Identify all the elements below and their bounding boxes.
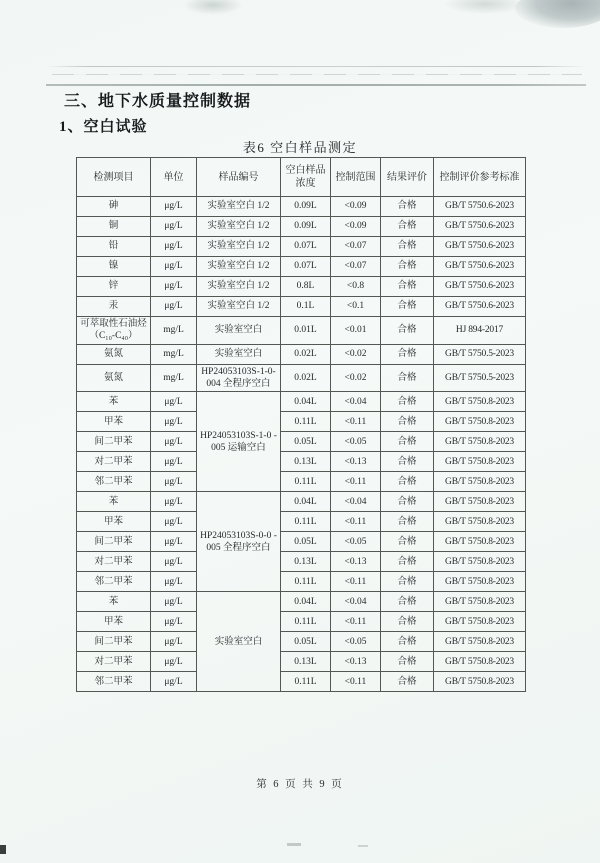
- result-evaluation-cell: 合格: [381, 197, 434, 217]
- table-row: [77, 217, 526, 237]
- reference-standard-cell: GB/T 5750.8-2023: [434, 432, 526, 452]
- result-evaluation-cell: 合格: [381, 217, 434, 237]
- reference-standard-cell: GB/T 5750.8-2023: [434, 612, 526, 632]
- item-cell: 对二甲苯: [77, 452, 151, 472]
- table-row: [77, 512, 526, 532]
- unit-cell: μg/L: [151, 592, 197, 612]
- unit-cell: mg/L: [151, 364, 197, 392]
- sample-id-cell: HP24053103S-1-0-004 全程序空白: [197, 364, 281, 392]
- result-evaluation-cell: 合格: [381, 632, 434, 652]
- blank-concentration-cell: 0.02L: [281, 344, 331, 364]
- result-evaluation-cell: 合格: [381, 317, 434, 345]
- blank-concentration-cell: 0.05L: [281, 532, 331, 552]
- reference-standard-cell: GB/T 5750.8-2023: [434, 632, 526, 652]
- result-evaluation-cell: 合格: [381, 612, 434, 632]
- scan-smudge-top-right: [515, 0, 600, 28]
- item-cell: 间二甲苯: [77, 632, 151, 652]
- scan-mark-bottom-left: [0, 845, 6, 854]
- control-range-cell: <0.07: [331, 237, 381, 257]
- blank-table-body: [77, 197, 526, 692]
- table-row: [77, 612, 526, 632]
- control-range-cell: <0.02: [331, 364, 381, 392]
- blank-concentration-cell: 0.11L: [281, 512, 331, 532]
- table-header-row: [77, 158, 526, 197]
- item-cell: 邻二甲苯: [77, 572, 151, 592]
- table-row: [77, 317, 526, 345]
- blank-concentration-cell: 0.04L: [281, 592, 331, 612]
- blank-concentration-cell: 0.13L: [281, 452, 331, 472]
- control-range-cell: <0.07: [331, 257, 381, 277]
- control-range-cell: <0.13: [331, 552, 381, 572]
- result-evaluation-cell: 合格: [381, 472, 434, 492]
- unit-cell: μg/L: [151, 392, 197, 412]
- blank-concentration-cell: 0.13L: [281, 552, 331, 572]
- scan-smudge-top-left: [183, 0, 243, 15]
- sample-id-cell: 实验室空白 1/2: [197, 237, 281, 257]
- unit-cell: mg/L: [151, 344, 197, 364]
- scan-line-artifact: [46, 84, 586, 86]
- table-row: [77, 297, 526, 317]
- result-evaluation-cell: 合格: [381, 572, 434, 592]
- result-evaluation-cell: 合格: [381, 412, 434, 432]
- control-range-cell: <0.13: [331, 652, 381, 672]
- reference-standard-cell: GB/T 5750.6-2023: [434, 277, 526, 297]
- table-title: 表6 空白样品测定: [242, 140, 358, 155]
- result-evaluation-cell: 合格: [381, 452, 434, 472]
- item-cell: 间二甲苯: [77, 432, 151, 452]
- control-range-cell: <0.09: [331, 197, 381, 217]
- item-cell: 锌: [77, 277, 151, 297]
- item-cell: 苯: [77, 492, 151, 512]
- blank-concentration-cell: 0.11L: [281, 412, 331, 432]
- page-number-footer: 第 6 页 共 9 页: [256, 779, 344, 790]
- item-cell: 苯: [77, 392, 151, 412]
- result-evaluation-cell: 合格: [381, 344, 434, 364]
- result-evaluation-cell: 合格: [381, 297, 434, 317]
- item-cell: 铅: [77, 237, 151, 257]
- item-cell: 氨氮: [77, 344, 151, 364]
- unit-cell: μg/L: [151, 452, 197, 472]
- blank-concentration-cell: 0.1L: [281, 297, 331, 317]
- item-cell: 甲苯: [77, 412, 151, 432]
- item-cell: 对二甲苯: [77, 552, 151, 572]
- unit-cell: μg/L: [151, 612, 197, 632]
- unit-cell: μg/L: [151, 432, 197, 452]
- reference-standard-cell: GB/T 5750.8-2023: [434, 452, 526, 472]
- item-cell: 铜: [77, 217, 151, 237]
- section-heading: 三、地下水质量控制数据: [64, 93, 252, 110]
- subsection-heading: 1、空白试验: [59, 119, 148, 135]
- sample-id-cell: 实验室空白 1/2: [197, 217, 281, 237]
- header-sample-id: 样品编号: [197, 158, 281, 197]
- sample-id-cell: HP24053103S-1-0 -005 运输空白: [197, 392, 281, 492]
- control-range-cell: <0.1: [331, 297, 381, 317]
- result-evaluation-cell: 合格: [381, 672, 434, 692]
- reference-standard-cell: GB/T 5750.8-2023: [434, 532, 526, 552]
- reference-standard-cell: GB/T 5750.6-2023: [434, 297, 526, 317]
- result-evaluation-cell: 合格: [381, 237, 434, 257]
- scan-smudge-top-center: [445, 0, 525, 14]
- result-evaluation-cell: 合格: [381, 592, 434, 612]
- item-cell: 对二甲苯: [77, 652, 151, 672]
- unit-cell: μg/L: [151, 237, 197, 257]
- reference-standard-cell: HJ 894-2017: [434, 317, 526, 345]
- unit-cell: μg/L: [151, 197, 197, 217]
- reference-standard-cell: GB/T 5750.6-2023: [434, 217, 526, 237]
- control-range-cell: <0.8: [331, 277, 381, 297]
- unit-cell: μg/L: [151, 297, 197, 317]
- control-range-cell: <0.04: [331, 492, 381, 512]
- result-evaluation-cell: 合格: [381, 652, 434, 672]
- item-cell: 邻二甲苯: [77, 472, 151, 492]
- blank-sample-table: [76, 157, 526, 692]
- sample-id-cell: HP24053103S-0-0 -005 全程序空白: [197, 492, 281, 592]
- header-reference-standard: 控制评价参考标准: [434, 158, 526, 197]
- result-evaluation-cell: 合格: [381, 432, 434, 452]
- blank-concentration-cell: 0.11L: [281, 472, 331, 492]
- unit-cell: μg/L: [151, 492, 197, 512]
- unit-cell: μg/L: [151, 277, 197, 297]
- control-range-cell: <0.01: [331, 317, 381, 345]
- result-evaluation-cell: 合格: [381, 512, 434, 532]
- table-row: [77, 197, 526, 217]
- unit-cell: μg/L: [151, 572, 197, 592]
- unit-cell: μg/L: [151, 512, 197, 532]
- item-cell: 可萃取性石油烃（C₁₀-C₄₀）: [77, 317, 151, 345]
- reference-standard-cell: GB/T 5750.5-2023: [434, 344, 526, 364]
- unit-cell: μg/L: [151, 552, 197, 572]
- header-item: 检测项目: [77, 158, 151, 197]
- sample-id-cell: 实验室空白 1/2: [197, 197, 281, 217]
- control-range-cell: <0.11: [331, 572, 381, 592]
- header-control-range: 控制范围: [331, 158, 381, 197]
- table-row: [77, 392, 526, 412]
- control-range-cell: <0.04: [331, 592, 381, 612]
- result-evaluation-cell: 合格: [381, 257, 434, 277]
- table-row: [77, 572, 526, 592]
- reference-standard-cell: GB/T 5750.8-2023: [434, 652, 526, 672]
- control-range-cell: <0.05: [331, 632, 381, 652]
- item-cell: 邻二甲苯: [77, 672, 151, 692]
- sample-id-cell: 实验室空白 1/2: [197, 277, 281, 297]
- scan-line-artifact: [52, 74, 582, 75]
- reference-standard-cell: GB/T 5750.5-2023: [434, 364, 526, 392]
- item-cell: 砷: [77, 197, 151, 217]
- header-blank-concentration: 空白样品浓度: [281, 158, 331, 197]
- control-range-cell: <0.04: [331, 392, 381, 412]
- unit-cell: μg/L: [151, 472, 197, 492]
- table-row: [77, 452, 526, 472]
- unit-cell: μg/L: [151, 532, 197, 552]
- sample-id-cell: 实验室空白: [197, 344, 281, 364]
- blank-concentration-cell: 0.07L: [281, 237, 331, 257]
- reference-standard-cell: GB/T 5750.8-2023: [434, 512, 526, 532]
- control-range-cell: <0.11: [331, 512, 381, 532]
- table-row: [77, 532, 526, 552]
- blank-concentration-cell: 0.13L: [281, 652, 331, 672]
- control-range-cell: <0.05: [331, 432, 381, 452]
- blank-concentration-cell: 0.11L: [281, 612, 331, 632]
- blank-concentration-cell: 0.01L: [281, 317, 331, 345]
- control-range-cell: <0.11: [331, 472, 381, 492]
- item-cell: 镍: [77, 257, 151, 277]
- table-row: [77, 632, 526, 652]
- table-row: [77, 652, 526, 672]
- control-range-cell: <0.05: [331, 532, 381, 552]
- blank-concentration-cell: 0.04L: [281, 392, 331, 412]
- scan-speck: [358, 845, 368, 847]
- table-row: [77, 492, 526, 512]
- blank-concentration-cell: 0.05L: [281, 432, 331, 452]
- reference-standard-cell: GB/T 5750.8-2023: [434, 552, 526, 572]
- table-row: [77, 592, 526, 612]
- unit-cell: mg/L: [151, 317, 197, 345]
- table-row: [77, 552, 526, 572]
- item-cell: 汞: [77, 297, 151, 317]
- blank-concentration-cell: 0.11L: [281, 672, 331, 692]
- reference-standard-cell: GB/T 5750.8-2023: [434, 572, 526, 592]
- table-row: [77, 412, 526, 432]
- table-row: [77, 257, 526, 277]
- control-range-cell: <0.13: [331, 452, 381, 472]
- header-result-evaluation: 结果评价: [381, 158, 434, 197]
- table-row: [77, 277, 526, 297]
- item-cell: 间二甲苯: [77, 532, 151, 552]
- unit-cell: μg/L: [151, 652, 197, 672]
- result-evaluation-cell: 合格: [381, 364, 434, 392]
- blank-concentration-cell: 0.09L: [281, 197, 331, 217]
- unit-cell: μg/L: [151, 632, 197, 652]
- control-range-cell: <0.09: [331, 217, 381, 237]
- control-range-cell: <0.11: [331, 672, 381, 692]
- table-row: [77, 344, 526, 364]
- reference-standard-cell: GB/T 5750.8-2023: [434, 492, 526, 512]
- reference-standard-cell: GB/T 5750.8-2023: [434, 472, 526, 492]
- sample-id-cell: 实验室空白: [197, 592, 281, 692]
- table-row: [77, 432, 526, 452]
- result-evaluation-cell: 合格: [381, 392, 434, 412]
- blank-concentration-cell: 0.07L: [281, 257, 331, 277]
- reference-standard-cell: GB/T 5750.8-2023: [434, 592, 526, 612]
- blank-concentration-cell: 0.02L: [281, 364, 331, 392]
- item-cell: 氨氮: [77, 364, 151, 392]
- control-range-cell: <0.11: [331, 612, 381, 632]
- reference-standard-cell: GB/T 5750.6-2023: [434, 257, 526, 277]
- blank-concentration-cell: 0.09L: [281, 217, 331, 237]
- scan-line-artifact: [46, 66, 586, 67]
- result-evaluation-cell: 合格: [381, 492, 434, 512]
- reference-standard-cell: GB/T 5750.6-2023: [434, 197, 526, 217]
- table-row: [77, 237, 526, 257]
- item-cell: 甲苯: [77, 612, 151, 632]
- result-evaluation-cell: 合格: [381, 552, 434, 572]
- table-row: [77, 364, 526, 392]
- reference-standard-cell: GB/T 5750.6-2023: [434, 237, 526, 257]
- unit-cell: μg/L: [151, 672, 197, 692]
- blank-concentration-cell: 0.05L: [281, 632, 331, 652]
- table-row: [77, 472, 526, 492]
- unit-cell: μg/L: [151, 257, 197, 277]
- header-unit: 单位: [151, 158, 197, 197]
- sample-id-cell: 实验室空白: [197, 317, 281, 345]
- reference-standard-cell: GB/T 5750.8-2023: [434, 412, 526, 432]
- sample-id-cell: 实验室空白 1/2: [197, 297, 281, 317]
- scan-speck: [287, 843, 301, 846]
- unit-cell: μg/L: [151, 217, 197, 237]
- item-cell: 苯: [77, 592, 151, 612]
- reference-standard-cell: GB/T 5750.8-2023: [434, 392, 526, 412]
- blank-concentration-cell: 0.8L: [281, 277, 331, 297]
- result-evaluation-cell: 合格: [381, 277, 434, 297]
- unit-cell: μg/L: [151, 412, 197, 432]
- blank-concentration-cell: 0.11L: [281, 572, 331, 592]
- blank-concentration-cell: 0.04L: [281, 492, 331, 512]
- control-range-cell: <0.02: [331, 344, 381, 364]
- table-row: [77, 672, 526, 692]
- item-cell: 甲苯: [77, 512, 151, 532]
- result-evaluation-cell: 合格: [381, 532, 434, 552]
- sample-id-cell: 实验室空白 1/2: [197, 257, 281, 277]
- scan-edge-shadow-bottom: [0, 858, 600, 863]
- reference-standard-cell: GB/T 5750.8-2023: [434, 672, 526, 692]
- control-range-cell: <0.11: [331, 412, 381, 432]
